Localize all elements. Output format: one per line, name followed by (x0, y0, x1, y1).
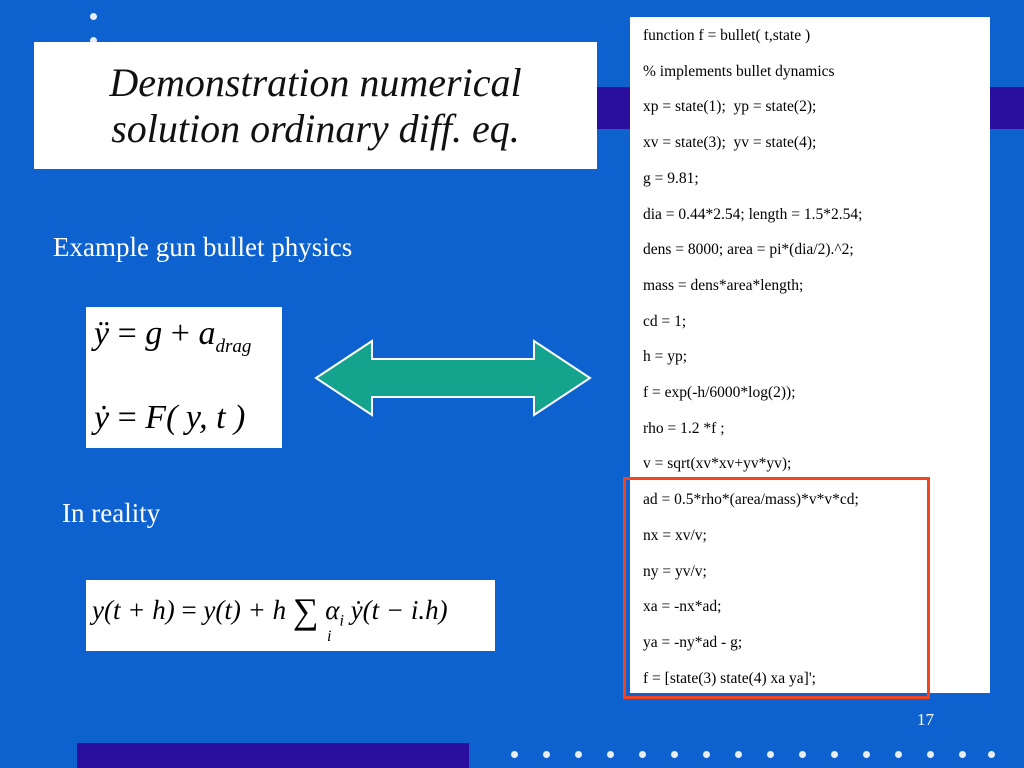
subtitle-example: Example gun bullet physics (53, 232, 353, 262)
code-line: mass = dens*area*length; (643, 276, 804, 294)
decor-dot (703, 751, 710, 758)
decor-bar-right (990, 87, 1024, 129)
code-line: % implements bullet dynamics (643, 62, 835, 80)
title-line-2: solution ordinary diff. eq. (111, 105, 520, 151)
decor-dot (767, 751, 774, 758)
decor-dot (543, 751, 550, 758)
decor-dot (575, 751, 582, 758)
title-line-1: Demonstration numerical (109, 59, 522, 105)
code-line: ny = yv/v; (643, 562, 707, 580)
decor-dot (927, 751, 934, 758)
code-line: g = 9.81; (643, 169, 699, 187)
code-line: h = yp; (643, 348, 688, 366)
decor-dot (799, 751, 806, 758)
decor-dot (639, 751, 646, 758)
decor-bar-bottom (77, 743, 469, 768)
page-number: 17 (917, 710, 934, 729)
code-line: xv = state(3); yv = state(4); (643, 134, 817, 152)
decor-dot (90, 13, 97, 20)
code-line: f = [state(3) state(4) xa ya]'; (643, 669, 816, 687)
code-line: v = sqrt(xv*xv+yv*yv); (643, 455, 792, 473)
decor-dot (895, 751, 902, 758)
code-line: function f = bullet( t,state ) (643, 27, 811, 44)
equation-box-ode (86, 307, 282, 448)
decor-dot (735, 751, 742, 758)
double-arrow-icon (312, 338, 594, 418)
code-line: f = exp(-h/6000*log(2)); (643, 384, 796, 401)
decor-dot (511, 751, 518, 758)
decor-dot (607, 751, 614, 758)
equation-box-integration (86, 580, 495, 651)
code-line: xa = -nx*ad; (643, 598, 722, 616)
equation-second-order: ÿ = $g + a_{drag}$ (94, 315, 252, 357)
code-line: ad = 0.5*rho*(area/mass)*v*v*cd; (643, 491, 859, 509)
equation-first-order: ẏ = F( y, t ) (94, 399, 246, 436)
sum-index: i (327, 628, 332, 645)
code-line: xp = state(1); yp = state(2); (643, 98, 817, 116)
code-line: cd = 1; (643, 312, 687, 330)
decor-bar-left (597, 87, 630, 129)
decor-dot (863, 751, 870, 758)
equation-integration: y(t + h) = y(t) + h ∑ $\alpha_i$ ẏ(t − i.h) (92, 591, 448, 631)
code-line: ya = -ny*ad - g; (643, 633, 743, 651)
subtitle-reality: In reality (62, 498, 161, 528)
code-line: dens = 8000; area = pi*(dia/2).^2; (643, 241, 854, 259)
code-line: nx = xv/v; (643, 526, 707, 544)
decor-dot (988, 751, 995, 758)
slide-title (109, 60, 521, 152)
title-box (34, 42, 597, 169)
decor-dot (959, 751, 966, 758)
decor-dot (831, 751, 838, 758)
code-line: rho = 1.2 *f ; (643, 419, 725, 437)
code-line: dia = 0.44*2.54; length = 1.5*2.54; (643, 205, 863, 223)
highlight-frame (623, 477, 930, 699)
decor-dot (671, 751, 678, 758)
